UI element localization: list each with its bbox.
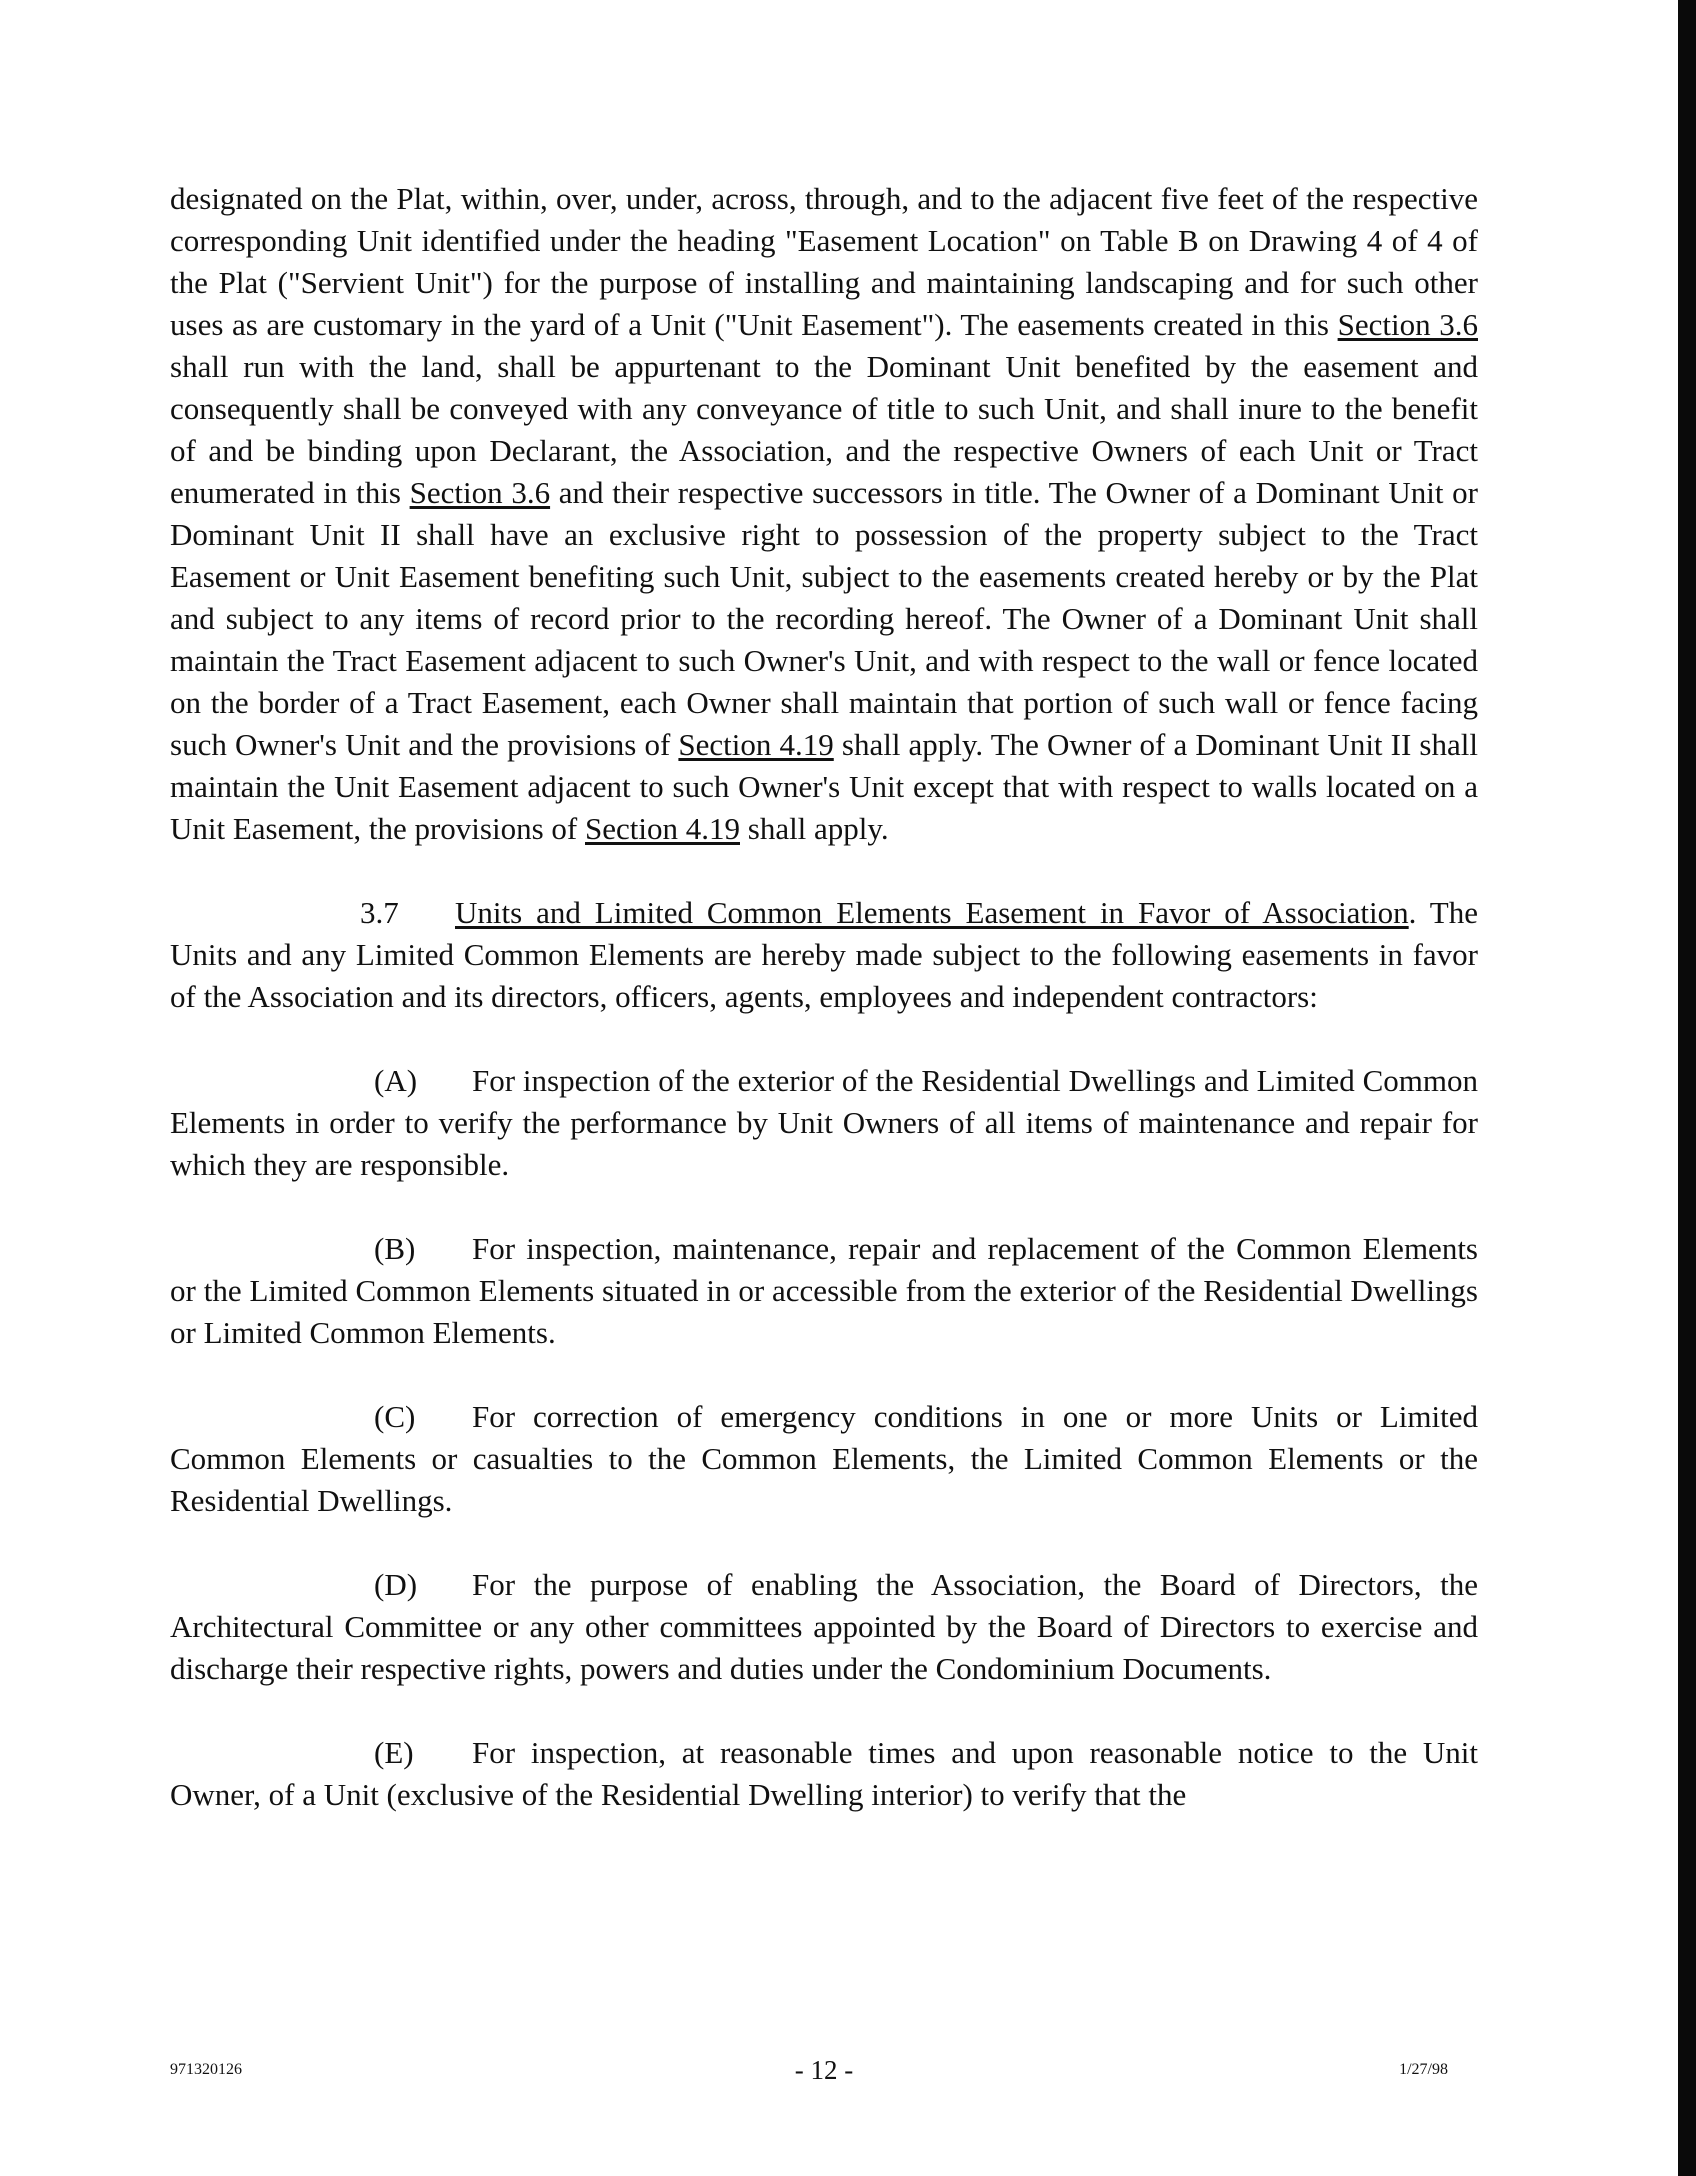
section-reference: Section 4.19 [585, 811, 740, 846]
item-text: For inspection of the exterior of the Residential Dwellings and Limited Common Elements in order to verify the performance by Unit Owners of all items of maintenance and repair for which they are responsible. [170, 1063, 1478, 1182]
document-date: 1/27/98 [1399, 2061, 1448, 2078]
item-text: For correction of emergency conditions in one or more Units or Limited Common Elements or casualties to the Common Elements, the Limited Common Elements or the Residential Dwellings. [170, 1399, 1478, 1518]
item-label: (A) [374, 1063, 418, 1098]
item-text: For the purpose of enabling the Association, the Board of Directors, the Architectural Committee or any other committees appointed by the Board of Directors to exercise and discharge their respective rights, powers and duties under the Condominium Documents. [170, 1567, 1478, 1686]
paragraph-text: shall run with the land, shall be appurtenant to the Dominant Unit benefited by the easement and consequently shall be conveyed with any conveyance of title to such Unit, and shall inure to the benefit of and be binding upon Declarant, the Association, and the respective Owners of each Unit or Tract enumerated in this [170, 349, 1478, 510]
section-reference: Section 3.6 [409, 475, 551, 510]
section-3-7-paragraph [170, 892, 1478, 1018]
item-text: For inspection, maintenance, repair and replacement of the Common Elements or the Limited Common Elements situated in or accessible from the exterior of the Residential Dwellings or Limited Common Elements. [170, 1231, 1478, 1350]
continuation-paragraph [170, 178, 1478, 850]
item-label: (B) [374, 1231, 416, 1266]
list-item [170, 1732, 1478, 1816]
list-item [170, 1564, 1478, 1690]
scan-edge-bar [1678, 0, 1696, 2176]
item-label: (E) [374, 1735, 414, 1770]
item-text: For inspection, at reasonable times and upon reasonable notice to the Unit Owner, of a Unit (exclusive of the Residential Dwelling interior) to verify that the [170, 1735, 1478, 1812]
page-number: - 12 - [794, 2055, 854, 2085]
item-label: (D) [374, 1567, 418, 1602]
paragraph-text: designated on the Plat, within, over, under, across, through, and to the adjacent five feet of the respective corresponding Unit identified under the heading "Easement Location" on Table B on Drawing 4 of 4 of the Plat ("Servient Unit") for the purpose of installing and maintaining landscaping and for such other uses as are customary in the yard of a Unit ("Unit Easement"). The easements created in this [170, 181, 1478, 342]
document-number: 971320126 [170, 2061, 242, 2078]
section-reference: Section 3.6 [1337, 307, 1478, 342]
list-item [170, 1060, 1478, 1186]
paragraph-text: shall apply. The Owner of a Dominant Unit II shall maintain the Unit Easement adjacent to such Owner's Unit except that with respect to walls located on a Unit Easement, the provisions of [170, 727, 1478, 846]
item-label: (C) [374, 1399, 416, 1434]
section-text: The Units and any Limited Common Elements are hereby made subject to the following easements in favor of the Association and its directors, officers, agents, employees and independent contractors: [170, 895, 1478, 1014]
paragraph-text: and their respective successors in title. The Owner of a Dominant Unit or Dominant Unit II shall have an exclusive right to possession of the property subject to the Tract Easement or Unit Easement benefiting such Unit, subject to the easements created hereby or by the Plat and subject to any items of record prior to the recording hereof. The Owner of a Dominant Unit shall maintain the Tract Easement adjacent to such Owner's Unit, and with respect to the wall or fence located on the border of a Tract Easement, each Owner shall maintain that portion of such wall or fence facing such Owner's Unit and the provisions of [170, 475, 1478, 762]
page-footer [170, 2055, 1478, 2085]
paragraph-text: shall apply. [740, 811, 889, 846]
section-number: 3.7 [360, 895, 399, 930]
section-heading-period: . [1408, 895, 1417, 930]
section-reference: Section 4.19 [678, 727, 834, 762]
document-body [170, 178, 1478, 1858]
list-item [170, 1228, 1478, 1354]
list-item [170, 1396, 1478, 1522]
section-heading: Units and Limited Common Elements Easement in Favor of Association [455, 895, 1409, 930]
